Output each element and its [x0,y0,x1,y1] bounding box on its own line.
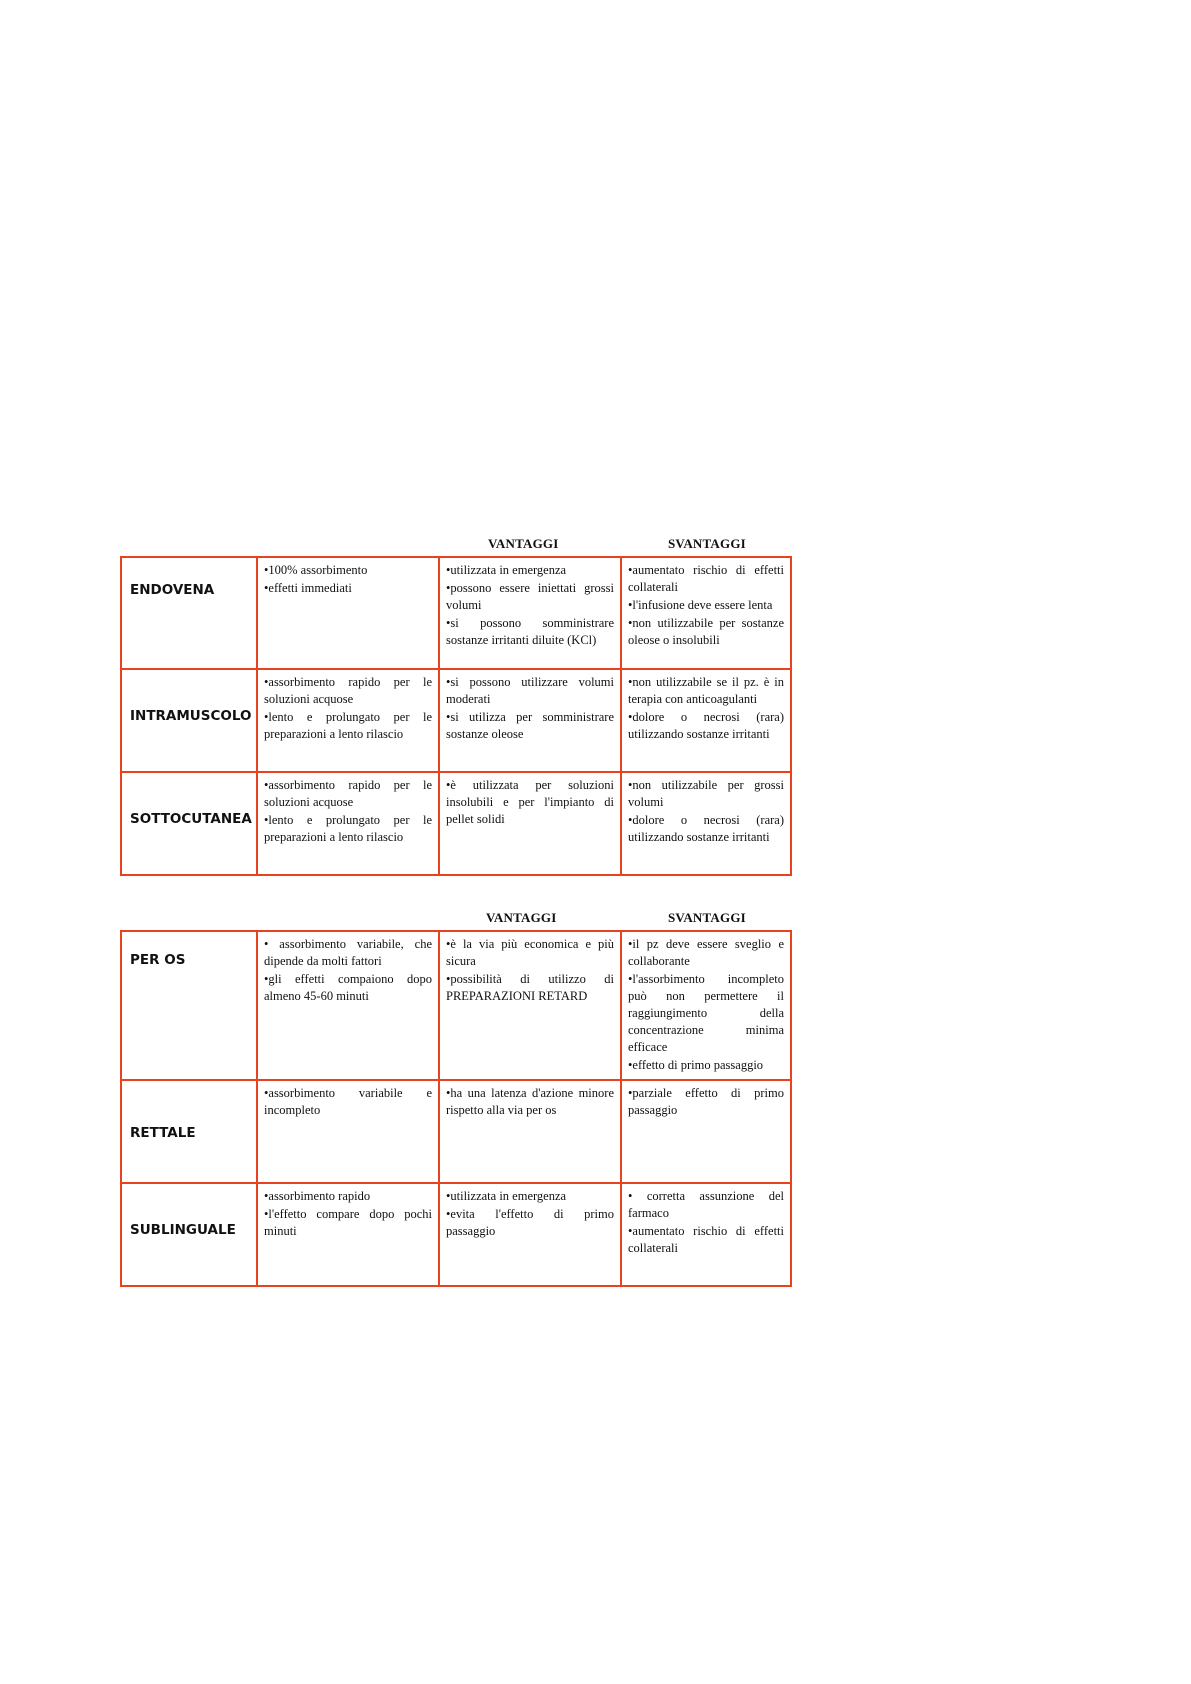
list-item: • parziale effetto di primo passaggio [628,1085,784,1119]
list-item: • si possono utilizzare volumi moderati [446,674,614,708]
list-item: • possibilità di utilizzo di PREPARAZIONI RETARD [446,971,614,1005]
list-item: • assorbimento rapido [264,1188,432,1205]
cell-vantaggi [439,1080,621,1183]
list-item: • effetto di primo passaggio [628,1057,784,1074]
cell-svantaggi [621,931,791,1080]
header-vantaggi: VANTAGGI [486,910,557,925]
header-vantaggi: VANTAGGI [488,536,559,551]
table-row [121,669,791,772]
table-row [121,557,791,669]
list-item: • aumentato rischio di effetti collaterali [628,562,784,596]
list-item: • gli effetti compaiono dopo almeno 45-60 minuti [264,971,432,1005]
list-item: • non utilizzabile se il pz. è in terapia con anticoagulanti [628,674,784,708]
list-item: • evita l'effetto di primo passaggio [446,1206,614,1240]
list-item: • dolore o necrosi (rara) utilizzando sostanze irritanti [628,812,784,846]
list-item: • ha una latenza d'azione minore rispetto alla via per os [446,1085,614,1119]
list-item: • dolore o necrosi (rara) utilizzando sostanze irritanti [628,709,784,743]
table-row [121,931,791,1080]
cell-svantaggi [621,1183,791,1286]
cell-svantaggi [621,669,791,772]
table-row [121,1183,791,1286]
list-item: • l'infusione deve essere lenta [628,597,784,614]
list-item: • assorbimento variabile e incompleto [264,1085,432,1119]
table-headers [120,910,790,930]
cell-caratteristiche [257,772,439,875]
list-item: • possono essere iniettati grossi volumi [446,580,614,614]
list-item: • assorbimento rapido per le soluzioni acquose [264,674,432,708]
table-row [121,772,791,875]
list-item: • corretta assunzione del farmaco [628,1188,784,1222]
list-item: • lento e prolungato per le preparazioni a lento rilascio [264,812,432,846]
route-sublinguale: SUBLINGUALE [121,1183,257,1286]
list-item: • utilizzata in emergenza [446,1188,614,1205]
cell-svantaggi [621,772,791,875]
routes-table [120,556,792,876]
header-svantaggi: SVANTAGGI [668,910,746,925]
cell-svantaggi [621,557,791,669]
routes-table [120,930,792,1287]
list-item: • l'effetto compare dopo pochi minuti [264,1206,432,1240]
cell-vantaggi [439,669,621,772]
list-item: • assorbimento rapido per le soluzioni acquose [264,777,432,811]
cell-vantaggi [439,1183,621,1286]
list-item: • è utilizzata per soluzioni insolubili e per l'impianto di pellet solidi [446,777,614,828]
list-item: • aumentato rischio di effetti collaterali [628,1223,784,1257]
cell-caratteristiche [257,1080,439,1183]
route-rettale: RETTALE [121,1080,257,1183]
cell-caratteristiche [257,669,439,772]
list-item: • non utilizzabile per sostanze oleose o insolubili [628,615,784,649]
list-item: • effetti immediati [264,580,432,597]
list-item: • non utilizzabile per grossi volumi [628,777,784,811]
list-item: • si utilizza per somministrare sostanze oleose [446,709,614,743]
cell-vantaggi [439,772,621,875]
list-item: • utilizzata in emergenza [446,562,614,579]
cell-vantaggi [439,557,621,669]
list-item: • l'assorbimento incompleto può non permettere il raggiungimento della concentrazione minima efficace [628,971,784,1056]
cell-caratteristiche [257,1183,439,1286]
header-svantaggi: SVANTAGGI [668,536,746,551]
cell-vantaggi [439,931,621,1080]
route-sottocutanea: SOTTOCUTANEA [121,772,257,875]
cell-svantaggi [621,1080,791,1183]
route-endovena: ENDOVENA [121,557,257,669]
list-item: • assorbimento variabile, che dipende da molti fattori [264,936,432,970]
cell-caratteristiche [257,931,439,1080]
list-item: • lento e prolungato per le preparazioni a lento rilascio [264,709,432,743]
route-per-os: PER OS [121,931,257,1080]
list-item: • 100% assorbimento [264,562,432,579]
cell-caratteristiche [257,557,439,669]
table-headers [120,536,790,556]
route-intramuscolo: INTRAMUSCOLO [121,669,257,772]
table-parenteral-routes [120,536,790,876]
list-item: • il pz deve essere sveglio e collaborante [628,936,784,970]
list-item: • è la via più economica e più sicura [446,936,614,970]
list-item: • si possono somministrare sostanze irritanti diluite (KCl) [446,615,614,649]
table-enteral-routes [120,910,790,1287]
table-row [121,1080,791,1183]
